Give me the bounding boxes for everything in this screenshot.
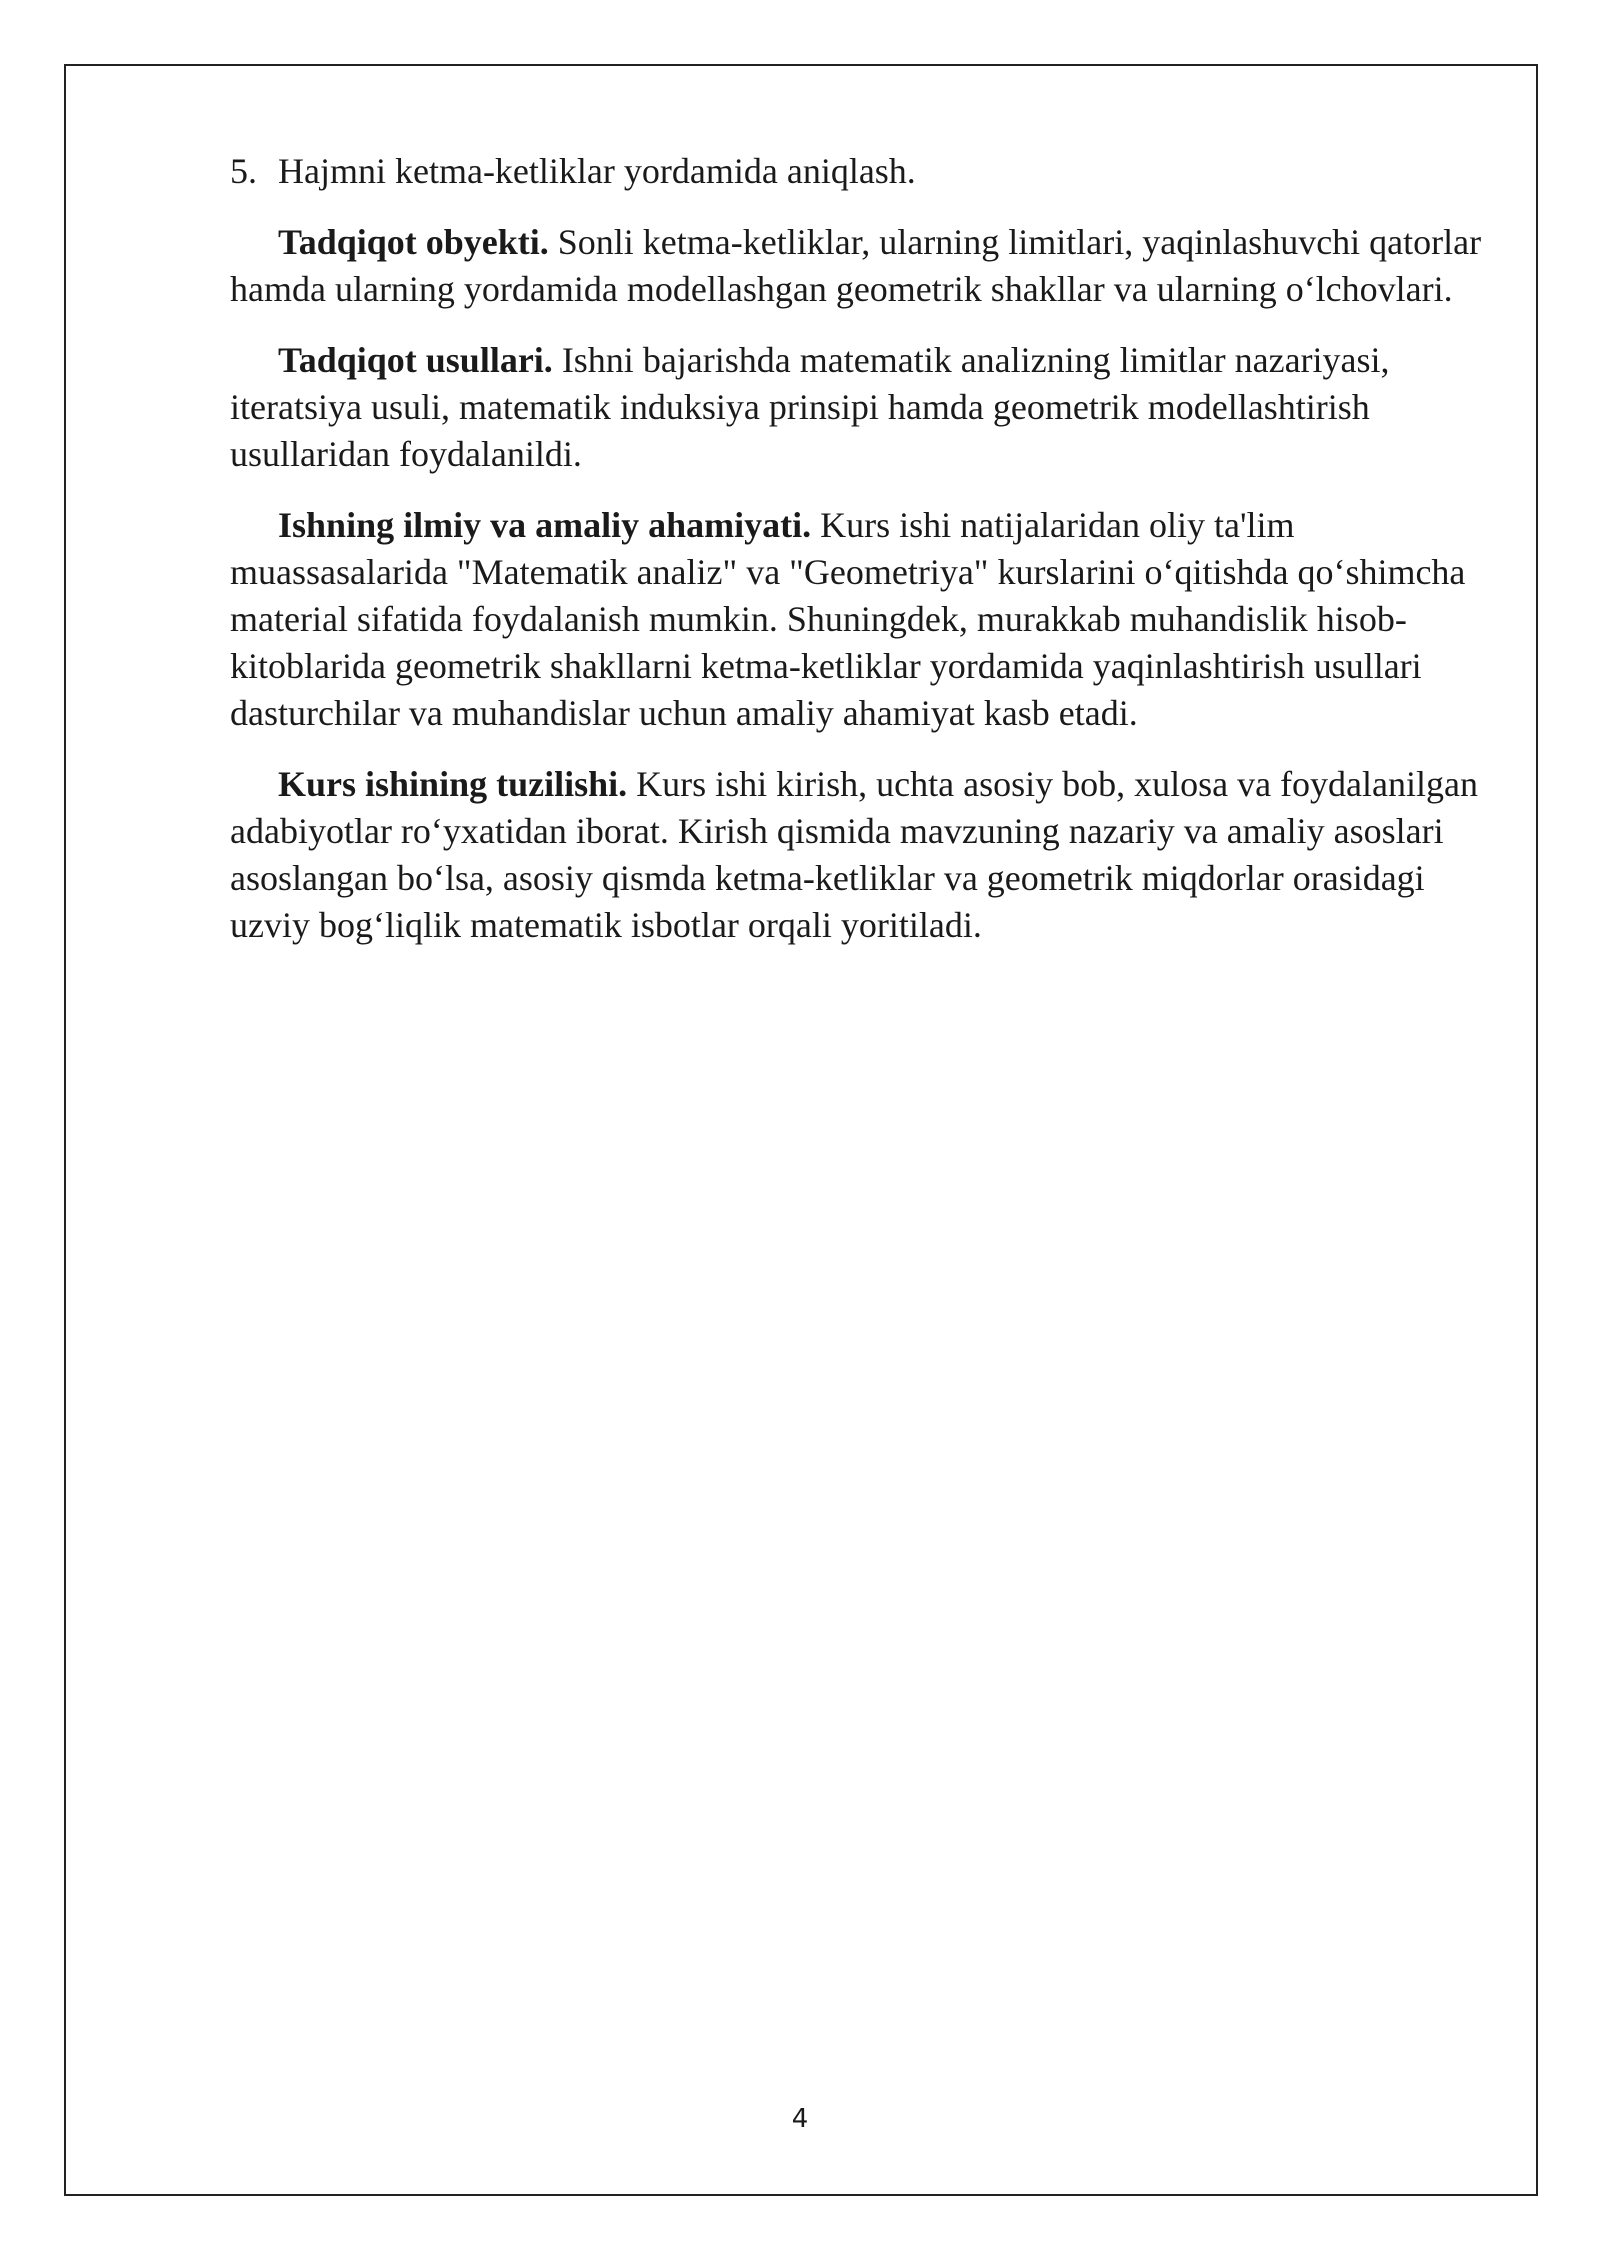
page-number: 4 [791,2104,809,2134]
paragraph-heading: Kurs ishining tuzilishi. [278,764,628,804]
paragraph-significance [230,502,1490,737]
list-item-number: 5. [230,151,257,191]
paragraph-research-object [230,219,1490,313]
paragraph-text: Sonli ketma-ketliklar, ularning limitlari, yaqinlashuvchi qatorlar hamda ularning yordamida modellashgan geometrik shakllar va ularning o‘lchovlari. [230,222,1482,309]
paragraph-heading: Tadqiqot obyekti. [278,222,549,262]
paragraph-text: Kurs ishi natijalaridan oliy ta'lim muassasalarida "Matematik analiz" va "Geometriya" kurslarini o‘qitishda qo‘shimcha material sifatida foydalanish mumkin. Shuningdek, murakkab muhandislik hisob-kitoblarida geometrik shakllarni ketma-ketliklar yordamida yaqinlashtirish usullari dasturchilar va muhandislar uchun amaliy ahamiyat kasb etadi. [230,505,1466,733]
list-item [230,148,1490,195]
paragraph-structure [230,761,1490,949]
paragraph-text: Kurs ishi kirish, uchta asosiy bob, xulosa va foydalanilgan adabiyotlar ro‘yxatidan iborat. Kirish qismida mavzuning nazariy va amaliy asoslari asoslangan bo‘lsa, asosiy qismda ketma-ketliklar va geometrik miqdorlar orasidagi uzviy bog‘liqlik matematik isbotlar orqali yoritiladi. [230,764,1478,945]
list-item-text: Hajmni ketma-ketliklar yordamida aniqlash. [278,151,916,191]
paragraph-research-methods [230,337,1490,478]
paragraph-heading: Ishning ilmiy va amaliy ahamiyati. [278,505,812,545]
paragraph-text: Ishni bajarishda matematik analizning limitlar nazariyasi, iteratsiya usuli, matematik induksiya prinsipi hamda geometrik modellashtirish usullaridan foydalanildi. [230,340,1390,474]
document-body [230,148,1490,973]
paragraph-heading: Tadqiqot usullari. [278,340,553,380]
